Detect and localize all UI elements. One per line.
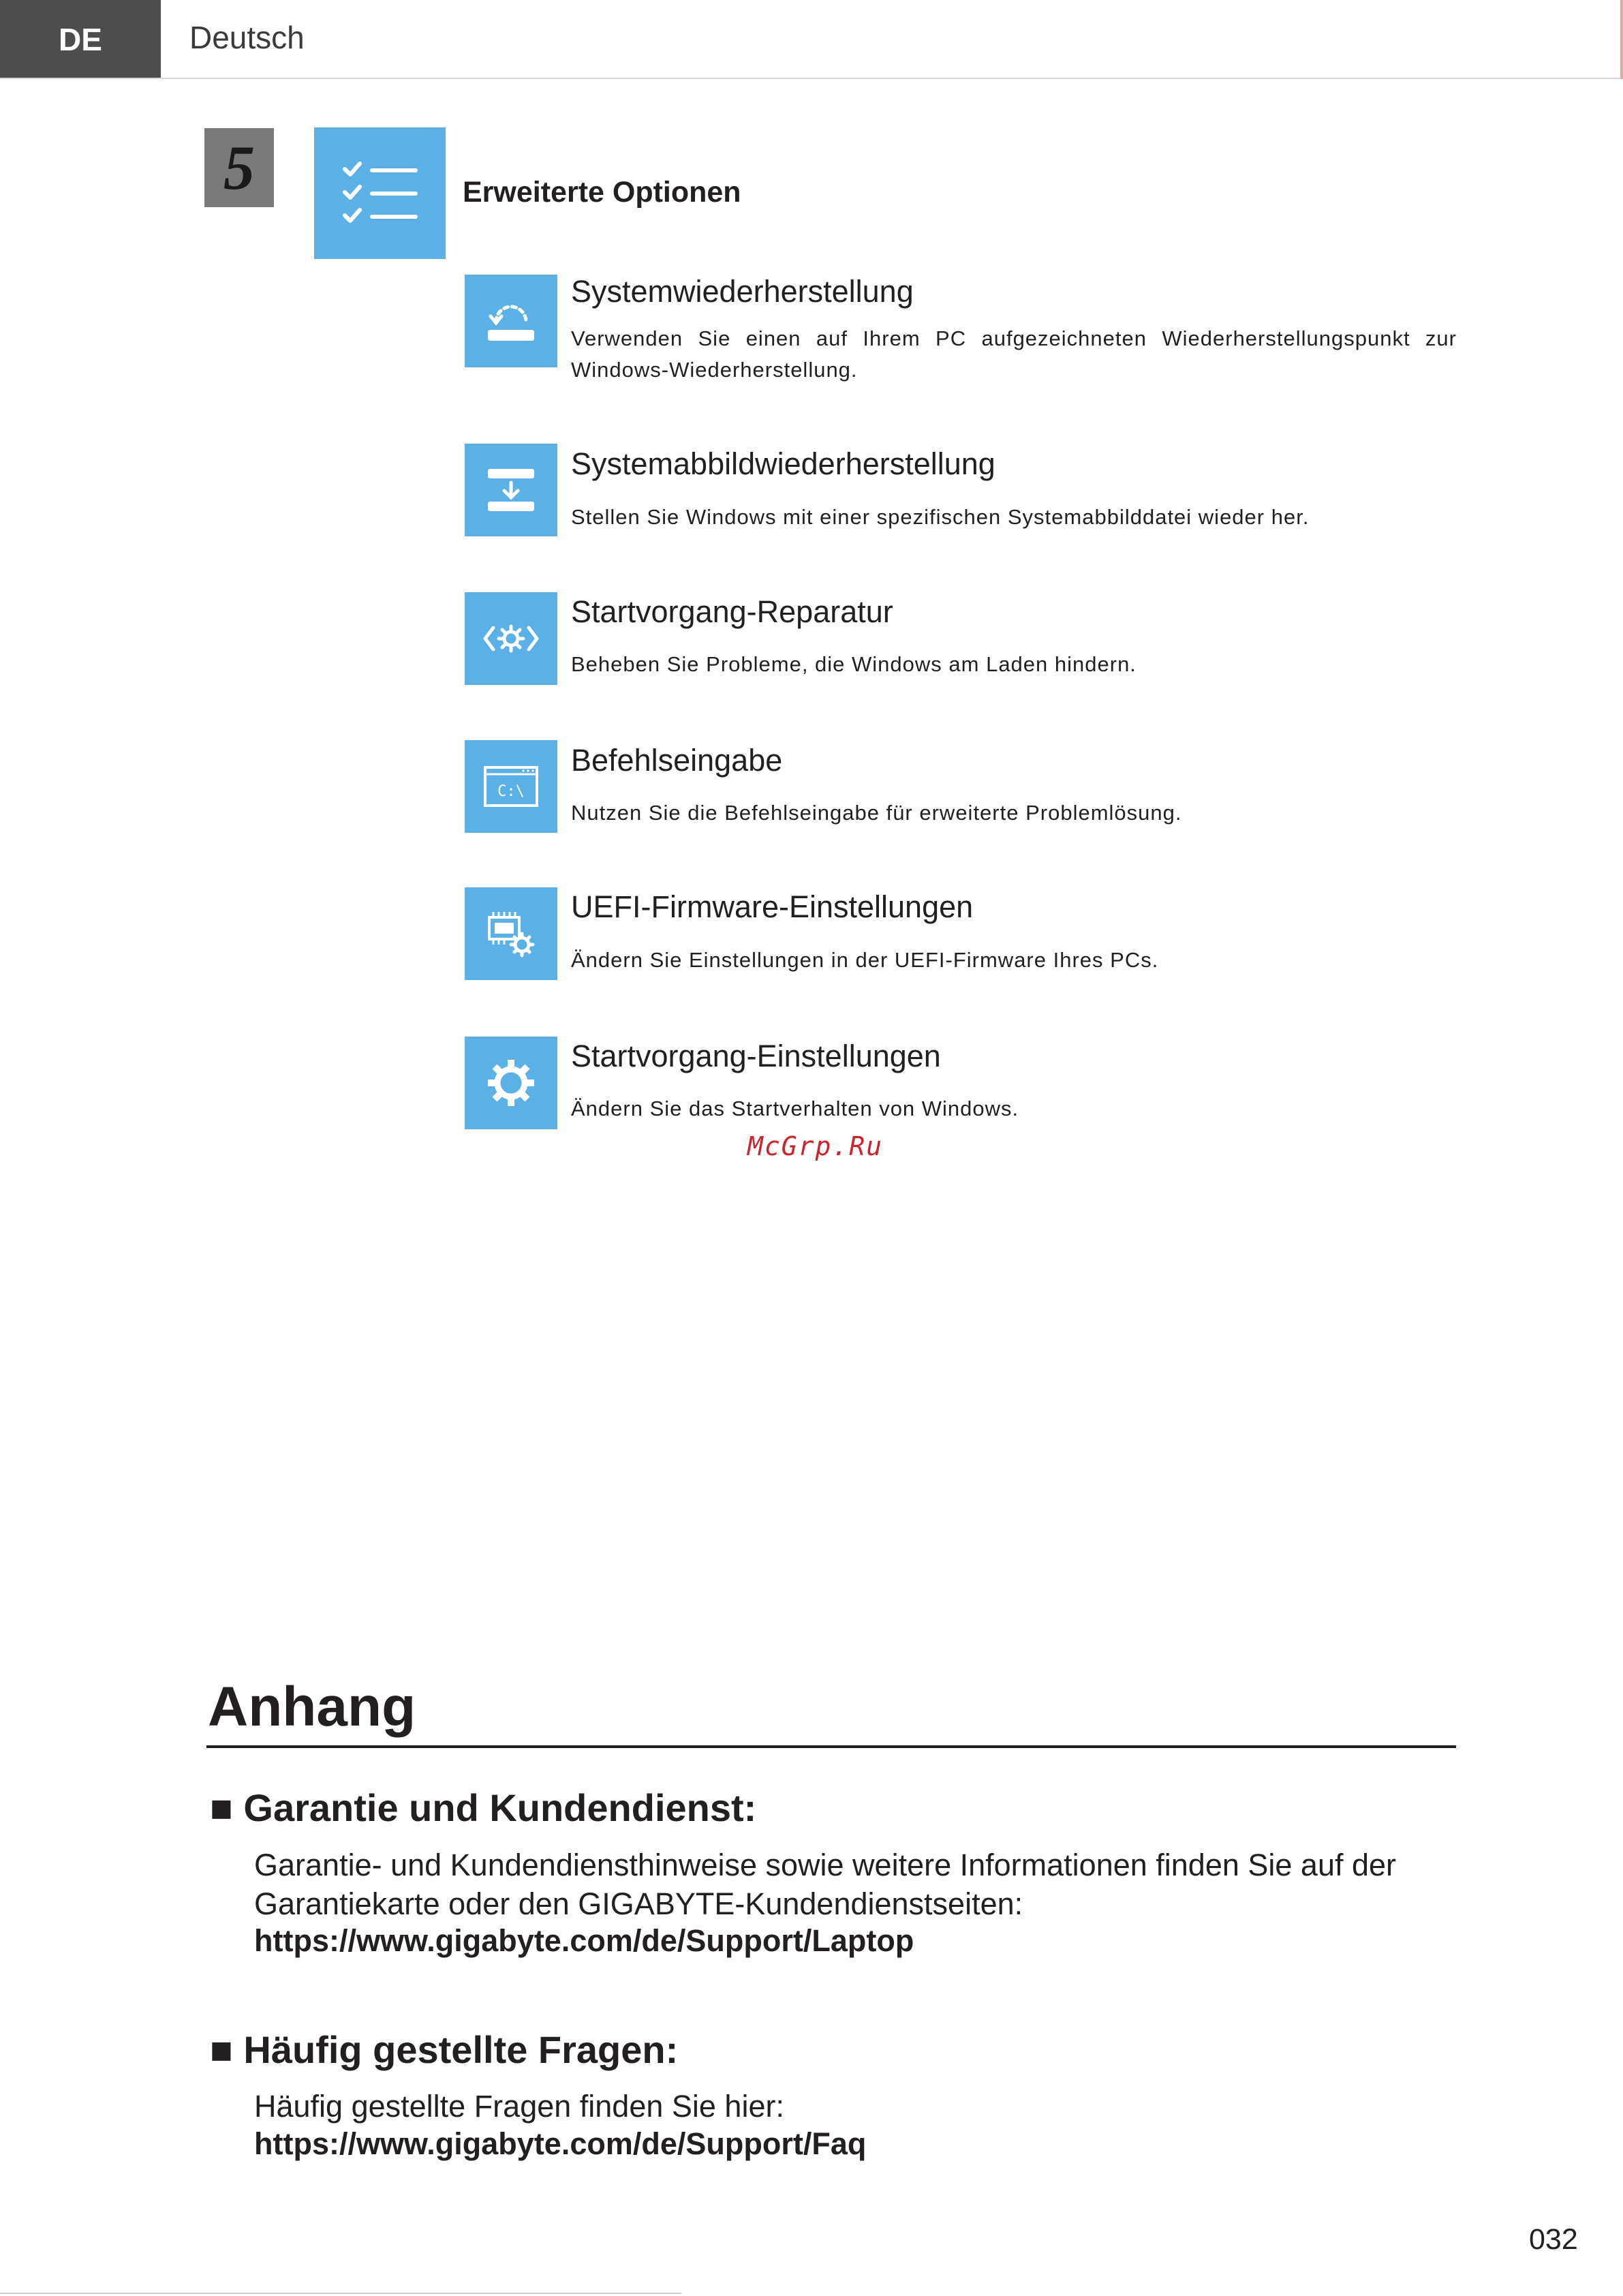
option-desc-startup-repair: Beheben Sie Probleme, die Windows am Laden hindern. xyxy=(571,652,1137,676)
warranty-heading-text: Garantie und Kundendienst: xyxy=(243,1786,757,1829)
step-number: 5 xyxy=(204,128,274,207)
bullet-icon: ■ xyxy=(210,2028,233,2071)
uefi-firmware-icon[interactable] xyxy=(465,887,557,980)
edge-marker xyxy=(1620,0,1623,79)
option-title-uefi-firmware[interactable]: UEFI-Firmware-Einstellungen xyxy=(571,889,974,924)
gear-icon[interactable] xyxy=(465,1037,557,1129)
language-name: Deutsch xyxy=(189,20,305,55)
option-title-startup-repair[interactable]: Startvorgang-Reparatur xyxy=(571,594,893,629)
bullet-icon: ■ xyxy=(210,1786,233,1829)
appendix-divider xyxy=(206,1745,1456,1748)
system-restore-icon[interactable] xyxy=(465,275,557,367)
option-desc-uefi-firmware: Ändern Sie Einstellungen in der UEFI-Firmware Ihres PCs. xyxy=(571,948,1159,972)
option-title-command-prompt[interactable]: Befehlseingabe xyxy=(571,743,783,778)
language-tab: DE xyxy=(0,0,161,79)
option-title-system-image-recovery[interactable]: Systemabbildwiederherstellung xyxy=(571,446,995,481)
option-desc-command-prompt: Nutzen Sie die Befehlseingabe für erweiterte Problemlösung. xyxy=(571,801,1182,825)
command-prompt-icon[interactable] xyxy=(465,740,557,833)
warranty-link[interactable]: https://www.gigabyte.com/de/Support/Laptop xyxy=(254,1923,914,1958)
option-title-startup-settings[interactable]: Startvorgang-Einstellungen xyxy=(571,1039,941,1073)
faq-heading-text: Häufig gestellte Fragen: xyxy=(243,2028,679,2071)
faq-heading xyxy=(210,2027,678,2072)
section-title: Erweiterte Optionen xyxy=(463,176,741,209)
watermark: McGrp.Ru xyxy=(747,1131,884,1161)
checklist-icon xyxy=(314,127,446,259)
faq-body: Häufig gestellte Fragen finden Sie hier: xyxy=(254,2089,784,2124)
option-desc-system-restore: Verwenden Sie einen auf Ihrem PC aufgezeichneten Wiederherstellungspunkt zur Windows-Wiederherstellung. xyxy=(571,326,1457,382)
command-prompt-label: C:\ xyxy=(497,783,525,800)
startup-repair-icon[interactable] xyxy=(465,592,557,685)
page-number: 032 xyxy=(1529,2223,1578,2256)
system-image-recovery-icon[interactable] xyxy=(465,444,557,536)
faq-link[interactable]: https://www.gigabyte.com/de/Support/Faq xyxy=(254,2126,867,2161)
header-divider xyxy=(0,78,1623,79)
warranty-body: Garantie- und Kundendiensthinweise sowie weitere Informationen finden Sie auf der Garantiekarte oder den GIGABYTE-Kundendienstseiten: xyxy=(254,1848,1397,1921)
appendix-title: Anhang xyxy=(208,1676,416,1738)
warranty-heading xyxy=(210,1786,756,1830)
footer-divider xyxy=(0,2293,681,2294)
option-desc-startup-settings: Ändern Sie das Startverhalten von Windows. xyxy=(571,1097,1019,1120)
option-title-system-restore[interactable]: Systemwiederherstellung xyxy=(571,274,914,309)
option-desc-system-image-recovery: Stellen Sie Windows mit einer spezifischen Systemabbilddatei wieder her. xyxy=(571,505,1310,529)
